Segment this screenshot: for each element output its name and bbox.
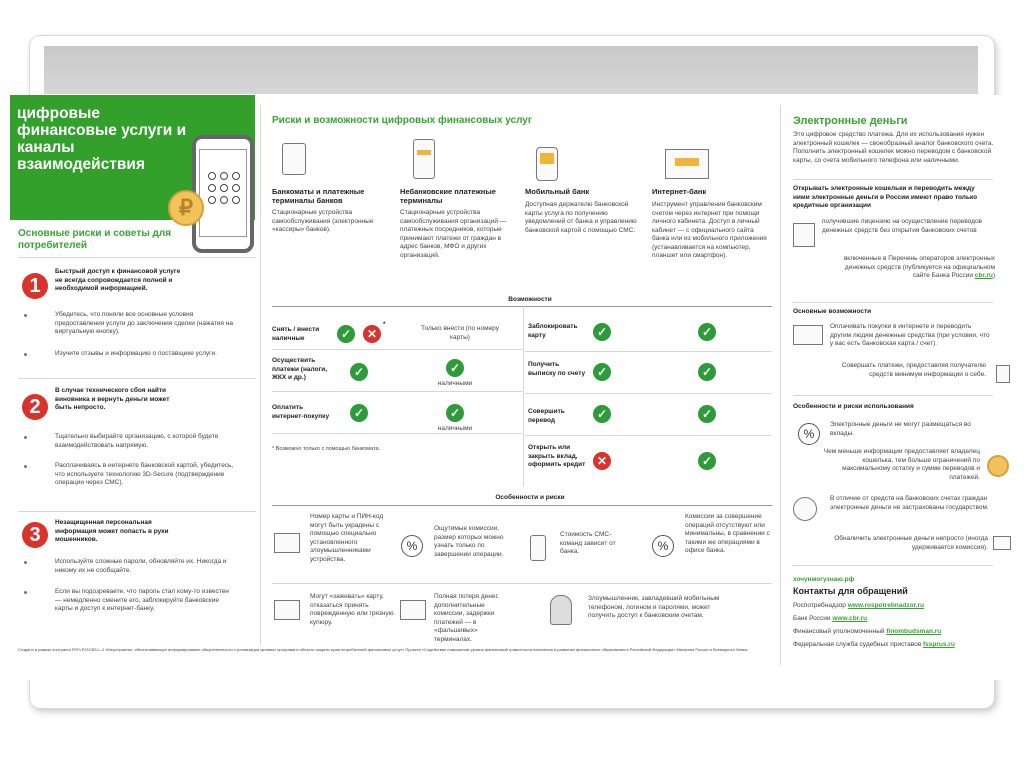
- emoney-risk: В отличие от средств на банковских счетах граждан электронные деньги не застрахованы государством.: [830, 495, 989, 511]
- contact-row: Финансовый уполномоченный finombudsman.ru: [793, 628, 942, 635]
- emoney-risk: Чем меньше информации предоставляет владелец кошелька, тем больше ограничений по максимальному остатку и сумме переводов и платежей.: [823, 448, 980, 481]
- check-icon: ✓: [593, 405, 611, 423]
- risk-title: В случае технического сбоя найти виновника и вернуть деньги может быть непросто.: [55, 387, 170, 411]
- check-icon: ✓: [350, 404, 368, 422]
- contact-link[interactable]: www.cbr.ru: [832, 615, 868, 622]
- slide-top-band: [44, 46, 978, 94]
- feature-text: Оплачивать покупки в интернете и переводить другим людям денежные средства (при условии, что у вас есть банковская карта / счет).: [830, 323, 990, 347]
- bullet: [24, 561, 27, 564]
- coins-icon: [987, 455, 1009, 477]
- opp-note: наличными: [437, 425, 473, 432]
- risk-title: Быстрый доступ к финансовой услуге не всегда сопровождается полной и необходимой информацией.: [55, 268, 181, 292]
- tip-text: Если вы подозреваете, что пароль стал кому-то известен — немедленно смените его, заблокируйте банковские карты и доступ к интернет-банку.: [55, 588, 229, 612]
- opp-label: Снять / внести наличные: [272, 326, 320, 342]
- opp-label: Заблокировать карту: [528, 323, 578, 339]
- percent-icon: %: [401, 535, 423, 557]
- tip-text: Изучите отзывы и информацию о поставщике услуги.: [55, 350, 217, 357]
- table-rule: [272, 306, 772, 307]
- cash-icon: [993, 536, 1011, 550]
- contact-row: Банк России www.cbr.ru: [793, 615, 868, 622]
- register-text: включенные в Перечень операторов электронных денежных средств (публикуется на официальном сайте Банка России cbr.ru): [843, 255, 995, 279]
- channel-desc: Инструмент управления банковским счетом через интернет при помощи личного кабинета. Доступ в личный кабинет — с официального сайта банка или из мобильного приложения (устанавливается на компьютер, планшет или смартфон).: [652, 201, 767, 259]
- number-badge: 2: [22, 394, 48, 420]
- license-text: получившие лицензию на осуществление переводов денежных средств без открытия банковских счетов: [822, 218, 983, 234]
- contact-row: Роспотребнадзор www.rospotrebnadzor.ru: [793, 602, 925, 609]
- divider: [793, 565, 993, 566]
- opp-label: Получить выписку по счету: [528, 361, 586, 377]
- ruble-coin-icon: ₽: [168, 190, 204, 226]
- mobile-phone-icon: [536, 147, 558, 181]
- opportunities-heading: Возможности: [508, 296, 552, 303]
- risk-text: Номер карты и ПИН-код могут быть украдены с помощью специально установленного злоумышленниками устройства.: [310, 513, 384, 563]
- column-divider: [260, 105, 261, 645]
- bullet: [24, 353, 27, 356]
- piggy-bank-icon: [793, 497, 817, 521]
- footnote-star: *: [383, 321, 386, 328]
- bullet: [24, 436, 27, 439]
- check-icon: ✓: [698, 323, 716, 341]
- emoney-risks-heading: Особенности и риски использования: [793, 403, 914, 410]
- opp-label: Открыть или закрыть вклад, оформить кредит: [528, 444, 586, 468]
- check-icon: ✓: [698, 363, 716, 381]
- table-rule: [272, 505, 772, 506]
- divider: [793, 302, 993, 303]
- channel-title: Небанковские платежные терминалы: [400, 187, 496, 205]
- fake-terminal-icon: [400, 600, 426, 620]
- bullet: [24, 465, 27, 468]
- tip-text: Убедитесь, что поняли все основные условия предоставления услуги до заключения сделки (нажатия на виртуальную кнопку).: [55, 311, 233, 335]
- risk-text: Могут «зажевать» карту, отказаться принять поврежденную или грязную купюру.: [310, 593, 394, 626]
- table-rule: [272, 391, 522, 392]
- poster: [10, 95, 1014, 680]
- card-stuck-icon: [274, 600, 300, 620]
- cross-icon: ✕: [593, 452, 611, 470]
- site-link[interactable]: хочунмогузнаю.рф: [793, 576, 855, 583]
- contact-link[interactable]: finombudsman.ru: [886, 628, 942, 635]
- opp-label: Осуществить платежи (налоги, ЖКХ и др.): [272, 357, 328, 381]
- middle-heading: Риски и возможности цифровых финансовых услуг: [272, 115, 533, 126]
- channel-desc: Доступная держателю банковской карты услуга по получению уведомлений от банка и управлению банковской картой с помощью СМС.: [525, 201, 637, 234]
- tip-text: Тщательно выбирайте организацию, с которой будете взаимодействовать напрямую.: [55, 433, 219, 449]
- channel-desc: Стационарные устройства самообслуживания организаций — платежных посредников, которые принимают платежи от граждан в адрес банков, МФО и других организаций.: [400, 209, 507, 259]
- check-icon: ✓: [593, 323, 611, 341]
- right-heading: Электронные деньги: [793, 115, 908, 127]
- cbr-link[interactable]: cbr.ru: [974, 272, 993, 279]
- channel-title: Интернет-банк: [652, 187, 707, 196]
- check-icon: ✓: [698, 405, 716, 423]
- footer-note: Создано в рамках контракта FEFLP/GCBS-L-4 «Мероприятие, обеспечивающее информирование общественности о реализации целевых программ в области защиты прав потребителей финансовых услуг» Проекта «Содействие повышению уровня финансовой грамотности населения и развитию финансового образования в Российской Федерации» Минфина России и Всемирного банка.: [18, 647, 749, 652]
- risk-title: Незащищенная персональная информация может попасть в руки мошенников.: [55, 519, 169, 543]
- column-divider: [780, 105, 781, 665]
- tip-text: Используйте сложные пароли, обновляйте их. Никогда и никому их не сообщайте.: [55, 558, 227, 574]
- fraudster-icon: [550, 595, 572, 625]
- emoney-intro: Это цифровое средство платежа. Для их использования нужен электронный кошелек — своеобразный аналог банковского счета. Пополнить электронный кошелек можно переводом с банковской карты, со счета мобильного телефона или наличными.: [793, 131, 994, 164]
- opp-note: наличными: [437, 380, 473, 387]
- sms-phone-icon: [530, 535, 546, 561]
- channel-title: Мобильный банк: [525, 187, 590, 196]
- risk-text: Полная потеря денег, дополнительные комиссии, задержки платежей — в «фальшивых» терминалах.: [434, 593, 499, 643]
- emoney-rule: Открывать электронные кошельки и переводить между ними электронные деньги в России имеют право только кредитные организации: [793, 185, 978, 209]
- check-icon: ✓: [593, 363, 611, 381]
- wallet-icon: [996, 365, 1010, 383]
- number-badge: 3: [22, 522, 48, 548]
- bullet: [24, 591, 27, 594]
- channel-desc: Стационарные устройства самообслуживания (электронные «кассиры» банков).: [272, 209, 374, 233]
- table-divider: [523, 306, 524, 486]
- table-rule: [525, 435, 772, 436]
- contact-link[interactable]: www.rospotrebnadzor.ru: [847, 602, 925, 609]
- opp-note: Только внести (по номеру карты): [421, 325, 499, 341]
- divider: [18, 257, 256, 258]
- tip-text: Расплачиваясь в интернете банковской картой, убедитесь, что используете технологию 3D-Secure (подтверждение операции через СМС).: [55, 462, 234, 486]
- table-rule: [272, 349, 522, 350]
- percent-icon: %: [652, 535, 674, 557]
- divider: [18, 378, 256, 379]
- contacts-heading: Контакты для обращений: [793, 586, 908, 596]
- divider: [18, 511, 256, 512]
- check-icon: ✓: [446, 359, 464, 377]
- payment-terminal-icon: [413, 139, 435, 179]
- opp-label: Совершить перевод: [528, 408, 565, 424]
- risk-text: Стоимость СМС-команд зависит от банка.: [560, 531, 616, 555]
- cross-icon: ✕: [363, 325, 381, 343]
- emoney-risk: Электронные деньги не могут размещаться во вклады.: [830, 421, 971, 437]
- risk-text: Ощутимые комиссии, размер которых можно узнать только по завершении операции.: [434, 525, 504, 558]
- channel-title: Банкоматы и платежные терминалы банков: [272, 187, 365, 205]
- bullet: [24, 314, 27, 317]
- hero-title: цифровые финансовые услуги и каналы взаимодействия: [17, 105, 187, 173]
- atm-icon: [282, 143, 306, 175]
- check-icon: ✓: [337, 325, 355, 343]
- computer-monitor-icon: [665, 149, 709, 179]
- check-icon: ✓: [698, 452, 716, 470]
- check-icon: ✓: [350, 363, 368, 381]
- contact-link[interactable]: fssprus.ru: [923, 641, 955, 648]
- features-heading: Основные возможности: [793, 308, 872, 315]
- contact-row: Федеральная служба судебных приставов fssprus.ru: [793, 641, 955, 648]
- card-skimmer-icon: [274, 533, 300, 553]
- risk-text: Злоумышленник, завладевший мобильным телефоном, логином и паролями, может получить доступ к банковским счетам.: [588, 595, 720, 619]
- opp-label: Оплатить интернет-покупку: [272, 404, 330, 420]
- left-heading: Основные риски и советы для потребителей: [18, 228, 172, 251]
- feature-text: Совершать платежи, предоставляя получателю средств минимум информации о себе.: [841, 362, 986, 378]
- table-rule: [272, 583, 772, 584]
- risk-text: Комиссии за совершение операций отсутствуют или минимальны, в сравнении с такими же операциями в офисе банка.: [685, 513, 770, 554]
- divider: [793, 179, 993, 180]
- table-rule: [272, 433, 522, 434]
- payment-card-icon: [793, 325, 823, 345]
- risks-heading: Особенности и риски: [495, 494, 565, 501]
- table-rule: [525, 351, 772, 352]
- divider: [793, 395, 993, 396]
- check-icon: ✓: [446, 404, 464, 422]
- smartphone-icon: [192, 135, 254, 253]
- footnote: * Возможно только с помощью банкомата.: [272, 446, 381, 452]
- table-rule: [525, 393, 772, 394]
- license-document-icon: [793, 223, 815, 247]
- percent-icon: %: [798, 423, 820, 445]
- number-badge: 1: [22, 273, 48, 299]
- emoney-risk: Обналичить электронные деньги непросто (иногда удерживается комиссия).: [834, 535, 988, 551]
